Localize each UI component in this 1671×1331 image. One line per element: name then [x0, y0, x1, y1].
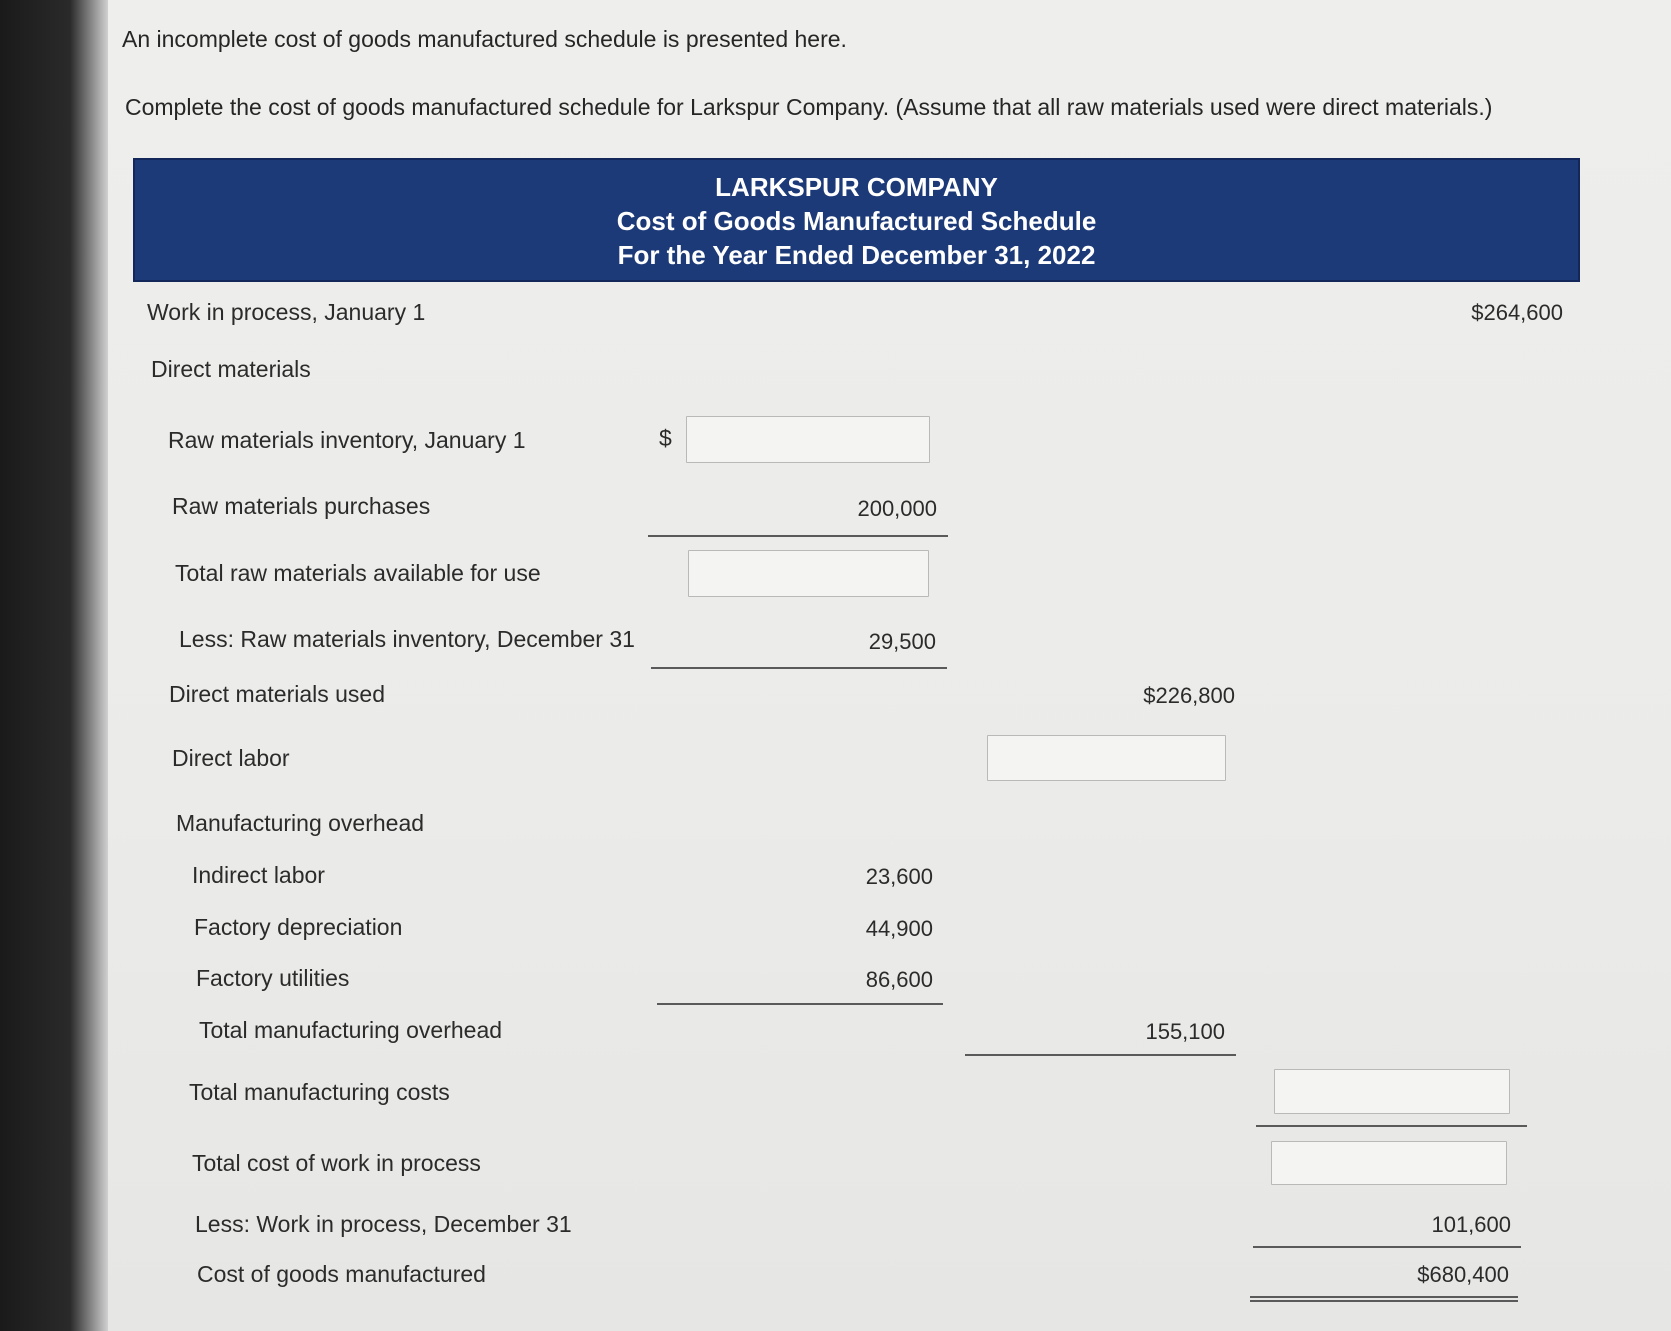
less-rm-dec31-value: 29,500 — [868, 629, 936, 654]
direct-materials-label: Direct materials — [151, 356, 311, 382]
currency-symbol: $ — [659, 425, 672, 451]
direct-labor-label: Direct labor — [172, 745, 290, 771]
total-double-rule-bottom — [1250, 1300, 1518, 1302]
total-rm-available-input[interactable] — [688, 550, 929, 597]
rm-purchases-label: Raw materials purchases — [172, 493, 431, 519]
subtotal-rule — [657, 1003, 943, 1005]
indirect-labor-label: Indirect labor — [192, 862, 325, 888]
cogm-value: $680,400 — [1417, 1262, 1509, 1287]
subtotal-rule — [1253, 1246, 1521, 1248]
total-double-rule-top — [1250, 1296, 1518, 1298]
cogm-label: Cost of goods manufactured — [197, 1261, 486, 1287]
factory-depreciation-value: 44,900 — [865, 916, 933, 941]
instruction-line-1: An incomplete cost of goods manufactured schedule is presented here. — [122, 26, 847, 52]
total-mfg-overhead-label: Total manufacturing overhead — [199, 1017, 503, 1043]
less-wip-dec31-value: 101,600 — [1431, 1212, 1511, 1237]
subtotal-rule — [1256, 1125, 1527, 1127]
subtotal-rule — [651, 667, 947, 669]
company-name: LARKSPUR COMPANY — [715, 172, 998, 202]
schedule-title: Cost of Goods Manufactured Schedule — [616, 206, 1097, 236]
subtotal-rule — [648, 535, 948, 537]
indirect-labor-value: 23,600 — [865, 864, 933, 889]
subtotal-rule — [965, 1054, 1236, 1056]
total-mfg-overhead-value: 155,100 — [1145, 1019, 1225, 1044]
direct-labor-input[interactable] — [987, 735, 1226, 781]
schedule-period: For the Year Ended December 31, 2022 — [617, 240, 1096, 270]
dm-used-label: Direct materials used — [169, 681, 386, 707]
less-rm-dec31-label: Less: Raw materials inventory, December 31 — [179, 626, 635, 652]
total-cost-wip-label: Total cost of work in process — [192, 1150, 481, 1176]
less-wip-dec31-label: Less: Work in process, December 31 — [195, 1211, 572, 1237]
total-rm-available-label: Total raw materials available for use — [175, 560, 541, 586]
mfg-overhead-label: Manufacturing overhead — [176, 810, 425, 836]
factory-depreciation-label: Factory depreciation — [194, 914, 403, 940]
rm-purchases-value: 200,000 — [857, 496, 937, 521]
total-mfg-costs-label: Total manufacturing costs — [189, 1079, 450, 1105]
instruction-line-2: Complete the cost of goods manufactured schedule for Larkspur Company. (Assume that all raw materials used were direct materials.) — [125, 94, 1493, 120]
total-cost-wip-input[interactable] — [1271, 1141, 1507, 1185]
factory-utilities-label: Factory utilities — [196, 965, 350, 991]
rm-inventory-jan1-input[interactable] — [686, 416, 930, 463]
factory-utilities-value: 86,600 — [865, 967, 933, 992]
wip-jan1-label: Work in process, January 1 — [147, 299, 426, 325]
dm-used-value: $226,800 — [1143, 683, 1235, 708]
total-mfg-costs-input[interactable] — [1274, 1069, 1510, 1114]
wip-jan1-value: $264,600 — [1471, 300, 1563, 325]
rm-inventory-jan1-label: Raw materials inventory, January 1 — [168, 427, 526, 453]
schedule-header — [133, 158, 1580, 282]
